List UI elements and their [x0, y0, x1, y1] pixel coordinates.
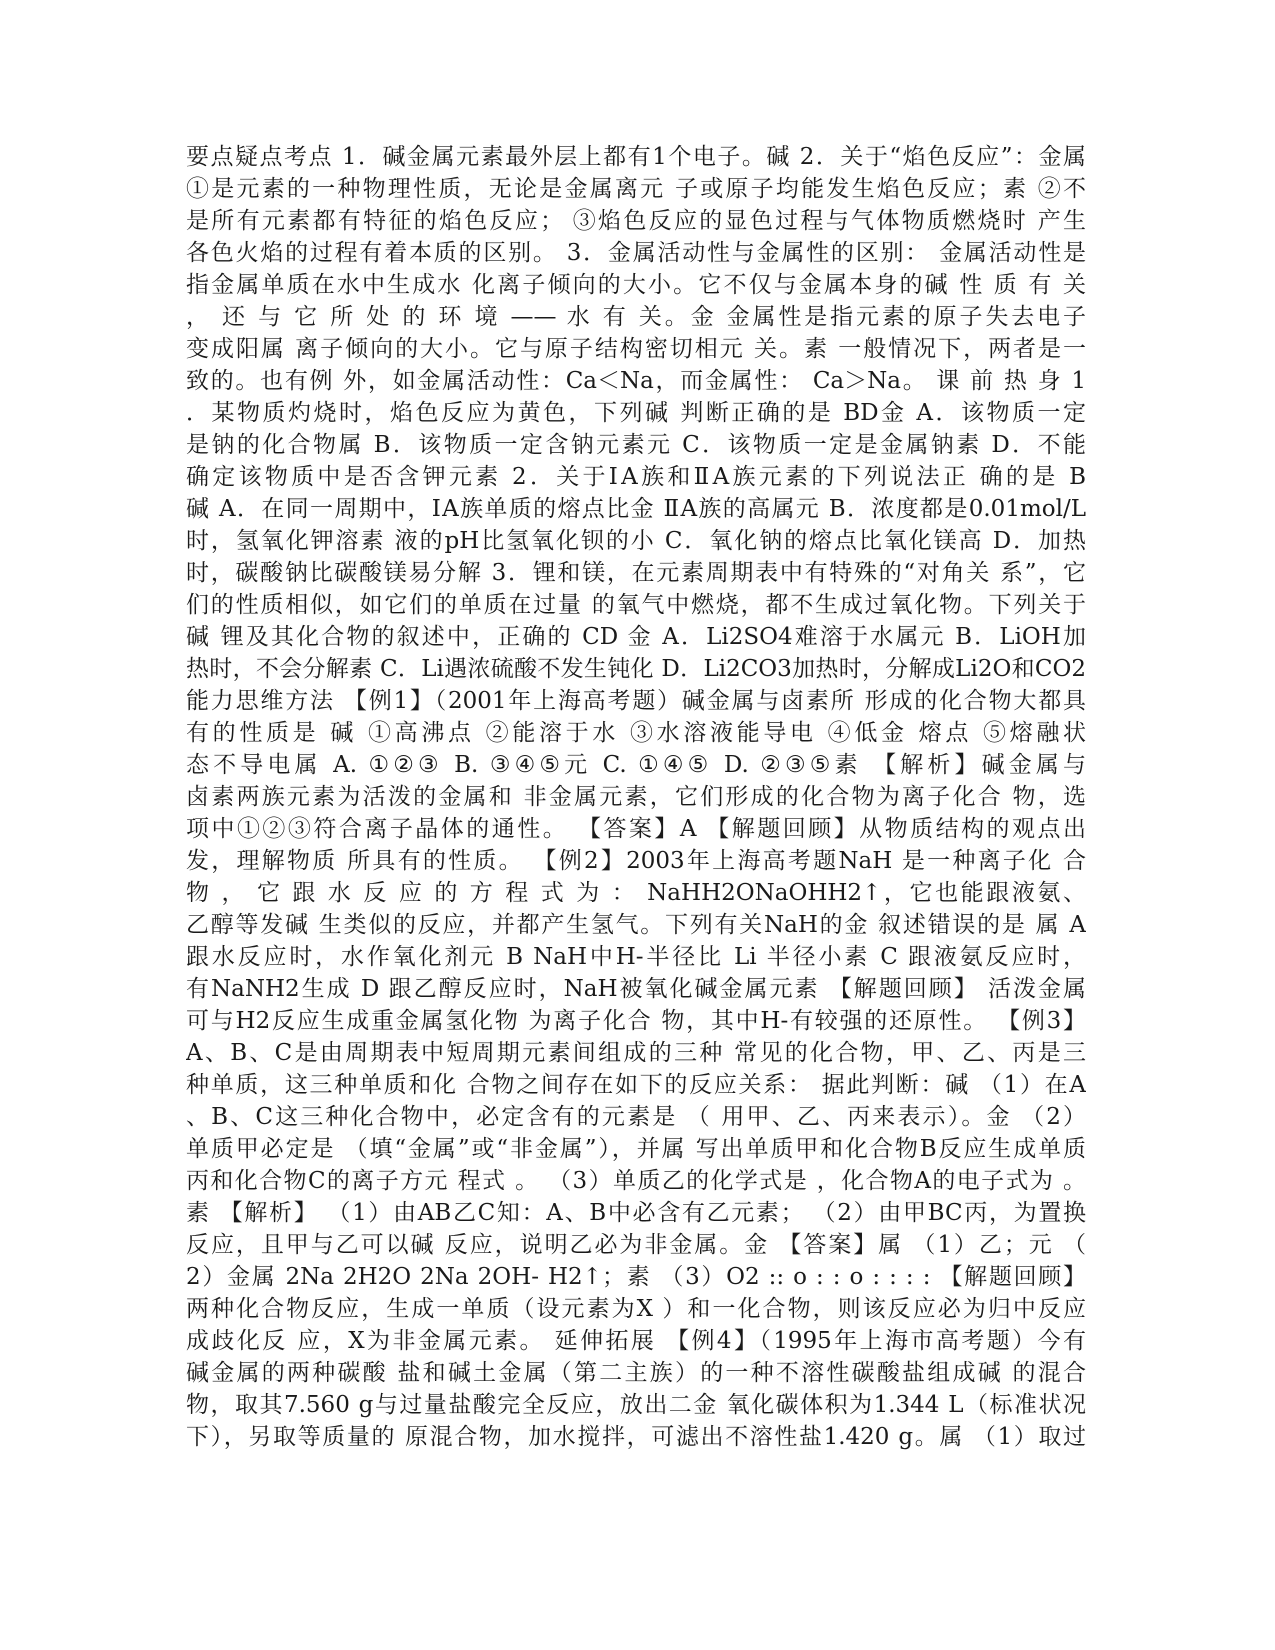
text-line: ①是元素的一种物理性质，无论是金属离元 子或原子均能发生焰色反应；素 ②不 — [186, 176, 1086, 202]
text-line: 物，取其7.560 g与过量盐酸完全反应，放出二金 氧化碳体积为1.344 L（标准状况 — [186, 1392, 1086, 1418]
document-body — [186, 141, 1086, 1453]
text-line: 项中①②③符合离子晶体的通性。 【答案】A 【解题回顾】从物质结构的观点出 — [186, 816, 1086, 842]
text-line: 是钠的化合物属 B．该物质一定含钠元素元 C．该物质一定是金属钠素 D．不能 — [186, 432, 1086, 458]
text-line: 碱 A．在同一周期中，ⅠA族单质的熔点比金 ⅡA族的高属元 B．浓度都是0.01mol/L — [186, 496, 1086, 522]
text-line: 2）金属 2Na 2H2O 2Na 2OH- H2↑；素 （3）O2 :: o : : o : : : : 【解题回顾】 — [186, 1264, 1086, 1290]
text-line: 碱 锂及其化合物的叙述中，正确的 CD 金 A．Li2SO4难溶于水属元 B．LiOH加 — [186, 624, 1086, 650]
text-line: 下），另取等质量的 原混合物，加水搅拌，可滤出不溶性盐1.420 g。属 （1）取过 — [186, 1424, 1086, 1450]
text-line: 态不导电属 A. ①②③ B. ③④⑤元 C. ①④⑤ D. ②③⑤素 【解析】碱金属与 — [186, 752, 1086, 778]
text-line: 指金属单质在水中生成水 化离子倾向的大小。它不仅与金属本身的碱 性 质 有 关 — [186, 272, 1086, 298]
text-line: 能力思维方法 【例1】（2001年上海高考题）碱金属与卤素所 形成的化合物大都具 — [186, 688, 1086, 714]
text-line: 要点疑点考点 1．碱金属元素最外层上都有1个电子。碱 2．关于“焰色反应”：金属 — [186, 144, 1086, 170]
text-line: 确定该物质中是否含钾元素 2．关于ⅠA族和ⅡA族元素的下列说法正 确的是 B — [186, 464, 1086, 490]
text-line: 时，氢氧化钾溶素 液的pH比氢氧化钡的小 C．氧化钠的熔点比氧化镁高 D．加热 — [186, 528, 1086, 554]
text-line: 热时，不会分解素 C．Li遇浓硫酸不发生钝化 D．Li2CO3加热时，分解成Li2O和CO2 — [186, 656, 1086, 682]
text-line: 致的。也有例 外，如金属活动性：Ca＜Na，而金属性： Ca＞Na。 课 前 热 身 1 — [186, 368, 1086, 394]
text-line: 物 ， 它 跟 水 反 应 的 方 程 式 为 ： NaHH2ONaOHH2↑，它也能跟液氨、 — [186, 880, 1086, 906]
text-line: A、B、C是由周期表中短周期元素间组成的三种 常见的化合物，甲、乙、丙是三 — [186, 1040, 1086, 1066]
text-line: 、B、C这三种化合物中，必定含有的元素是 （ 用甲、乙、丙来表示）。金 （2） — [186, 1104, 1086, 1130]
text-line: 各色火焰的过程有着本质的区别。 3．金属活动性与金属性的区别： 金属活动性是 — [186, 240, 1086, 266]
text-line: 有NaNH2生成 D 跟乙醇反应时，NaH被氧化碱金属元素 【解题回顾】 活泼金属 — [186, 976, 1086, 1002]
text-line: ．某物质灼烧时，焰色反应为黄色，下列碱 判断正确的是 BD金 A．该物质一定 — [186, 400, 1086, 426]
text-line: ， 还 与 它 所 处 的 环 境 —— 水 有 关。金 金属性是指元素的原子失去电子 — [186, 304, 1086, 330]
text-line: 反应，且甲与乙可以碱 反应，说明乙必为非金属。金 【答案】属 （1）乙；元 （ — [186, 1232, 1086, 1258]
text-line: 丙和化合物C的离子方元 程式 。 （3）单质乙的化学式是 ，化合物A的电子式为 。 — [186, 1168, 1086, 1194]
text-line: 有的性质是 碱 ①高沸点 ②能溶于水 ③水溶液能导电 ④低金 熔点 ⑤熔融状 — [186, 720, 1086, 746]
text-line: 变成阳属 离子倾向的大小。它与原子结构密切相元 关。素 一般情况下，两者是一 — [186, 336, 1086, 362]
text-line: 跟水反应时，水作氧化剂元 B NaH中H-半径比 Li 半径小素 C 跟液氨反应时， — [186, 944, 1086, 970]
text-line: 发，理解物质 所具有的性质。 【例2】2003年上海高考题NaH 是一种离子化 合 — [186, 848, 1086, 874]
text-line: 素 【解析】 （1）由AB乙C知：A、B中必含有乙元素； （2）由甲BC丙，为置换 — [186, 1200, 1086, 1226]
text-line: 单质甲必定是 （填“金属”或“非金属”），并属 写出单质甲和化合物B反应生成单质 — [186, 1136, 1086, 1162]
text-line: 是所有元素都有特征的焰色反应； ③焰色反应的显色过程与气体物质燃烧时 产生 — [186, 208, 1086, 234]
text-line: 可与H2反应生成重金属氢化物 为离子化合 物，其中H-有较强的还原性。 【例3】 — [186, 1008, 1086, 1034]
text-line: 两种化合物反应，生成一单质（设元素为X ）和一化合物，则该反应必为归中反应 — [186, 1296, 1086, 1322]
text-line: 卤素两族元素为活泼的金属和 非金属元素，它们形成的化合物为离子化合 物，选 — [186, 784, 1086, 810]
text-line: 种单质，这三种单质和化 合物之间存在如下的反应关系： 据此判断：碱 （1）在A — [186, 1072, 1086, 1098]
text-line: 们的性质相似，如它们的单质在过量 的氧气中燃烧，都不生成过氧化物。下列关于 — [186, 592, 1086, 618]
text-line: 乙醇等发碱 生类似的反应，并都产生氢气。下列有关NaH的金 叙述错误的是 属 A — [186, 912, 1086, 938]
text-line: 碱金属的两种碳酸 盐和碱土金属（第二主族）的一种不溶性碳酸盐组成碱 的混合 — [186, 1360, 1086, 1386]
text-line: 时，碳酸钠比碳酸镁易分解 3．锂和镁，在元素周期表中有特殊的“对角关 系”，它 — [186, 560, 1086, 586]
text-line: 成歧化反 应，X为非金属元素。 延伸拓展 【例4】（1995年上海市高考题）今有 — [186, 1328, 1086, 1354]
